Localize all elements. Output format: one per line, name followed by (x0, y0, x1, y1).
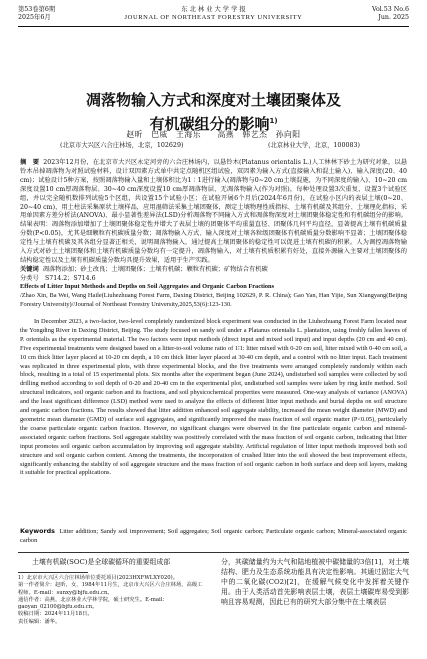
affiliation-1: (北京市大兴区六合庄林场，北京，102629) (60, 142, 184, 149)
body-left-intro: 土壤有机碳(SOC)是全球碳循环的重要组成部 (32, 558, 171, 566)
footnote-corresponding: 通信作者：高燕，北京林业大学林学院，硕士研究生。E-mail：gaoyan_02100@bjfu.edu.cn。 (18, 596, 168, 611)
keywords-en: Litter addition; Sandy soil improvement; Soil aggregates; Soil organic carbon; Particulate organic carbon; Mineral-associated organic carbon (20, 528, 407, 544)
section-divider (18, 552, 409, 553)
running-header (18, 4, 409, 26)
footnote-editor: 责任编辑：潘华。 (18, 618, 61, 625)
english-citation: /Zhao Xin, Ba Wei, Wang Haile(Liuhezhuang Forest Farm, Daxing District, Beijing 102629, P. R. China); Gao Yan, Han Yijie, Sun Xiangyang(Beijing Forestry University)//Journal of Northeast Forestry University,2025,53(6):123-130. (20, 292, 407, 308)
header-volume-en (372, 6, 409, 22)
footnotes (18, 575, 206, 655)
affiliation-2: (北京林业大学，北京，100083) (268, 142, 360, 149)
english-abstract: In December 2023, a two-factor, two-level completely randomized block experiment was conducted in the Liuhezhuang Forest Farm located near the Yongding River in Daxing District, Beijing. The study focused on sandy soil under a Platanus orientalis L. plantation, using freshly fallen leaves of P. orientalis as the experimental material. The two factors were input methods (direct input and mixed soil input) and input depths (20 cm and 40 cm). Five experimental treatments were designed based on a litter-to-soil volume ratio of 1∶1: litter mixed with 0-20 cm soil, litter mixed with 0-40 cm soil, a 10 cm thick litter layer placed at 10-20 cm depth, a 10 cm thick litter layer placed at 30-40 cm depth, and a control with no litter input. Each treatment was replicated in three experimental plots, with three experimental blocks, and the five treatments were arranged completely randomly within each block, resulting in a total of 15 experimental plots. Six months after the experiment began (June 2024), undisturbed soil samples were collected by soil drilling method according to soil depth of 0-20 and 20-40 cm in the experimental plot, undisturbed soil samples were taken by ring knife method. Soil structural indicators, soil organic carbon and its fractions, and soil physicochemical properties were measured. One-way analysis of variance (ANOVA) and the least significant difference (LSD) method were used to analyze the effects of different litter input methods and burial depths on soil structure and organic carbon fractions. The results showed that litter addition enhanced soil aggregate stability, increased the mean weight diameter (MWD) and geometric mean diameter (GMD) of surface soil aggregates, and significantly improved the mass fraction of soil organic matter (P<0.05), particularly the coarse particulate organic carbon fraction. However, no significant changes were observed in the fine particulate organic carbon and mineral-associated organic carbon fractions. Soil aggregate stability was positively correlated with the mass fraction of soil organic carbon, indicating that litter input promotes soil organic carbon accumulation by improving soil aggregate stability. Artificial regulation of litter input methods improved both soil structure and soil organic carbon content. Among the treatments, the incorporation of crushed litter into the soil showed the best improvement effects, significantly enhancing the stability of soil aggregate structure and the mass fraction of soil organic carbon in both surface and deep soil layers, making it suitable for practical applications. (20, 318, 407, 477)
journal-name-en: JOURNAL OF NORTHEAST FORESTRY UNIVERSITY (124, 14, 303, 21)
title-line-1: 凋落物输入方式和深度对土壤团聚体及 (85, 91, 341, 109)
title-line-2: 有机碳组分的影响 (149, 115, 270, 133)
abstract-text: 2023年12月份，在北京市大兴区永定河旁的六合庄林场内，以悬铃木(Platanus orientalis L.)人工林林下砂土为研究对象，以悬铃木吊掉凋落物为对照试验材料，设计双因素方式单中共定点随机区组试验，双因素为输入方式(直接输入和混土输入)、输入深度(20、40 cm)；试验设计5种方案，按照凋落物输入量和土壤体积比为1∶1进行输入(凋落物与0~20 cm土壤混施，为不同深度的输入)、10~20 cm深度设置10 cm厚凋落物层、30~40 cm深度设置10 cm厚凋落物层、无凋落物输入(作为对照)，每种处理设置3次重复，设置3个试验区组，并以完全随机数排列试验5个区组，共设置15个试验小区；在试验开展6个月后(2024年6月份)，在试验小区内的表层土壤(0~20、20~40 cm)，用土柱法采集原状土壤样品，应用湿筛法采集土壤团聚体，测定土壤物理性质指标、土壤有机碳及其组分、土壤理化指标，采用单因素方差分析法(ANOVA)、最小显著性差异法(LSD)分析凋落物不同输入方式和凋落物深度对土壤团聚体稳定性和有机碳组分的影响。结果表明：凋落物添加增加了土壤团聚体稳定性并增大了表层土壤的团聚体平均重量直径、团聚体几何平均直径，显著提高土壤有机碳质量分数(P<0.05)，尤其是细颗粒有机碳质量分数；凋落物输入方式、输入深度对土壤各粒级团聚体有机碳质量分数影响不显著；土壤团聚体稳定性与土壤有机碳及其各组分显著正相关，说明凋落物输入，通过提高土壤团聚体的稳定性可以促进土壤有机碳的积累。人为调控凋落物输入方式对砂土土壤团聚体和土壤有机碳质量分数均有一定提升，凋落物输入，对土壤有机质积累有好处，直接外源输入主要对土壤团聚体的结构稳定性以及土壤有机碳质量分数均具提升效果，适用于生产实践。 (20, 159, 407, 264)
abstract-label: 摘 要 (20, 159, 40, 166)
header-date-en: Jun. 2025 (378, 14, 409, 21)
abstract-cn (20, 159, 407, 282)
author-names: 赵昕 巴威 王海乐 高燕 韩艺杰 孙向阳 (126, 130, 301, 139)
header-volume-en-text: Vol.53 No.6 (372, 6, 409, 13)
journal-name (18, 6, 409, 22)
keywords-cn: 凋落物添加；砂土改良；土壤团聚体；土壤有机碳；颗粒有机碳；矿物结合有机碳 (42, 265, 268, 273)
header-date-cn: 2025年6月 (18, 14, 51, 21)
title-footnote-mark: 1) (269, 117, 278, 125)
footnote-received: 收稿日期：2024年11月18日。 (18, 611, 93, 618)
header-rule (18, 26, 409, 27)
footnote-funding: 1）北京市大兴区六合庄林场单位委托项目(2023HXFWLXY020)。 (18, 575, 179, 581)
english-keywords (20, 528, 407, 546)
footnote-first-author: 第一作者简介：赵昕，女，1984年11月生，北京市大兴区六合庄林场，高级工程师。E-mail：sunxy@bjfu.edu.cn。 (18, 582, 203, 596)
journal-name-cn: 东 北 林 业 大 学 学 报 (181, 6, 246, 13)
footnote-rule (18, 572, 88, 573)
keywords-label-cn: 关键词 (20, 265, 39, 273)
body-right-column: 分，其碳储量约为大气和陆地植被中碳储量的3倍[1]，对土壤结构、肥力及生态系统功能具有决定性影响。其通过固定大气中的二氧化碳(CO2)[2]，在缓解气候变化中发挥着关键作用。由于人类活动首先影响表层土壤，表层土壤碳库易受到影响且容易观测，因此已有的研究大部分集中在土壤表层 (221, 558, 409, 606)
classification-number: 分类号 S714.2；S714.6 (20, 274, 96, 282)
header-volume: 第53卷第6期 (18, 6, 56, 13)
english-title: Effects of Litter Input Methods and Depths on Soil Aggregates and Organic Carbon Fractions (20, 283, 275, 290)
keywords-label-en: Keywords (20, 528, 55, 535)
